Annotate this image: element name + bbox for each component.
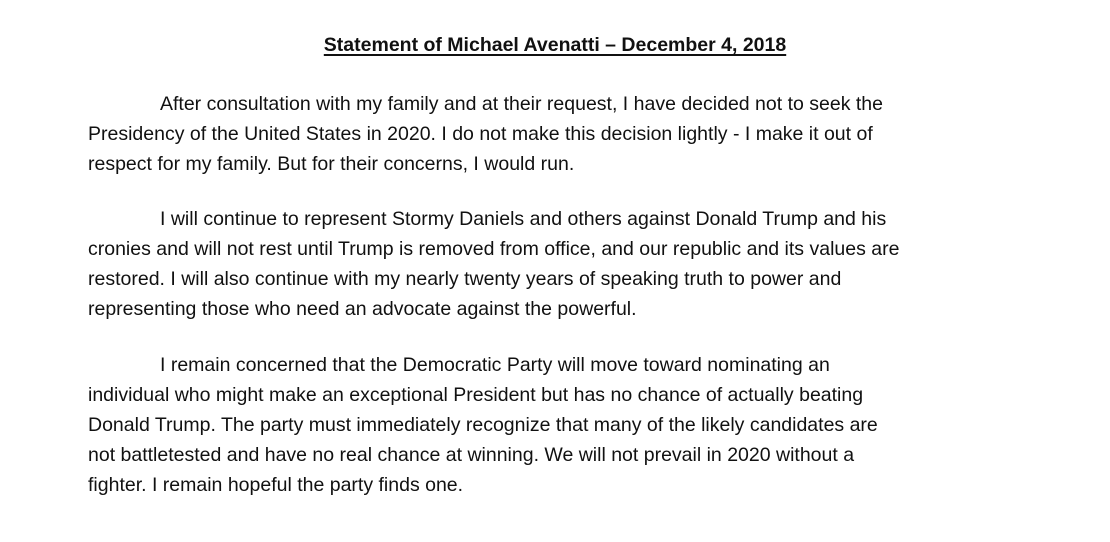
- paragraph-line: I will continue to represent Stormy Daniels and others against Donald Trump and his: [160, 208, 887, 230]
- paragraph-line: cronies and will not rest until Trump is removed from office, and our republic and its values are: [88, 238, 900, 260]
- paragraph-3: [88, 350, 1033, 500]
- paragraph-line: I remain concerned that the Democratic Party will move toward nominating an: [160, 354, 830, 376]
- paragraph-line: not battletested and have no real chance at winning. We will not prevail in 2020 without a: [88, 444, 855, 466]
- paragraph-1: [88, 89, 1033, 179]
- paragraph-line: restored. I will also continue with my nearly twenty years of speaking truth to power and: [88, 268, 842, 290]
- paragraph-line: representing those who need an advocate against the powerful.: [88, 298, 637, 320]
- paragraph-line: fighter. I remain hopeful the party finds one.: [88, 474, 464, 496]
- paragraph-line: Presidency of the United States in 2020. I do not make this decision lightly - I make it out of: [88, 123, 873, 145]
- document-title: [0, 33, 1110, 57]
- document-title-text: Statement of Michael Avenatti – December 4, 2018: [323, 34, 787, 56]
- paragraph-line: After consultation with my family and at their request, I have decided not to seek the: [160, 93, 883, 115]
- paragraph-line: respect for my family. But for their concerns, I would run.: [88, 153, 575, 175]
- paragraph-line: Donald Trump. The party must immediately recognize that many of the likely candidates are: [88, 414, 878, 436]
- paragraph-line: individual who might make an exceptional President but has no chance of actually beating: [88, 384, 864, 406]
- paragraph-2: [88, 204, 1033, 324]
